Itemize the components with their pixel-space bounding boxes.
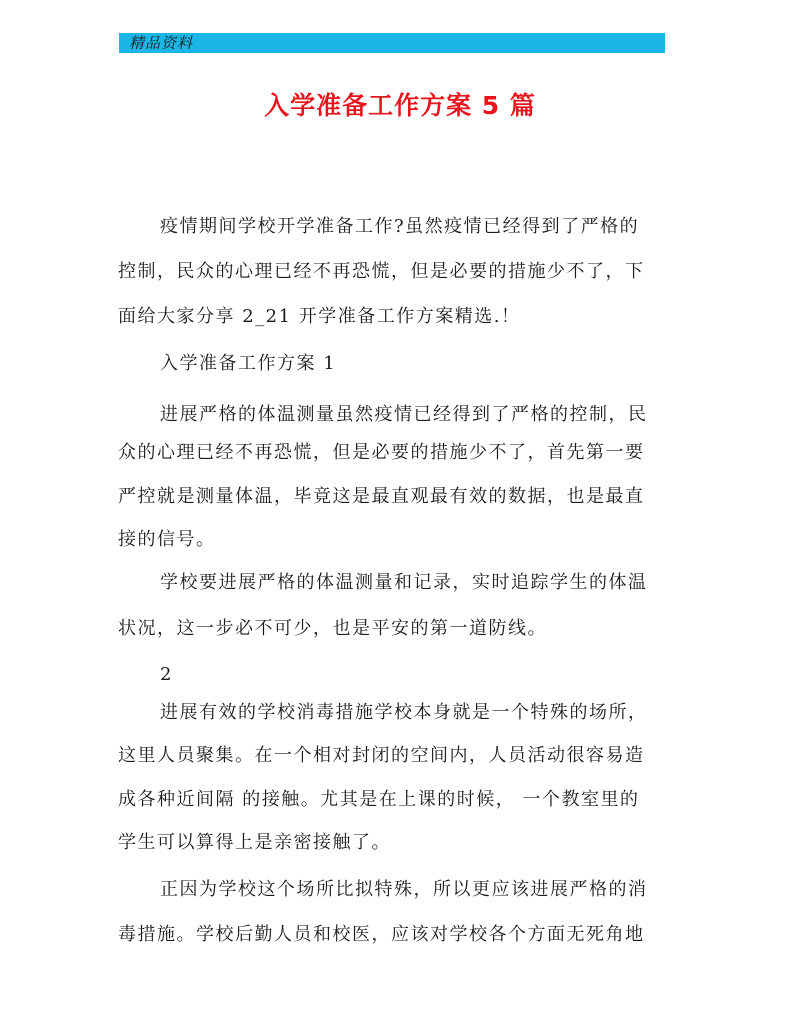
paragraph-line: 严控就是测量体温，毕竟这是最直观最有效的数据，也是最直 [118,486,645,507]
paragraph-line: 学校要进展严格的体温测量和记录，实时追踪学生的体温 [160,572,648,593]
section-heading: 2 [160,664,173,685]
paragraph-line: 学生可以算得上是亲密接触了。 [118,832,391,853]
paragraph-line: 疫情期间学校开学准备工作?虽然疫情已经得到了严格的 [160,216,640,237]
header-banner [119,33,665,53]
paragraph-line: 进展严格的体温测量虽然疫情已经得到了严格的控制，民 [160,404,648,425]
paragraph-line: 毒措施。学校后勤人员和校医，应该对学校各个方面无死角地 [118,924,645,945]
section-heading: 入学准备工作方案 1 [160,353,337,374]
header-label: 精品资料 [129,34,194,52]
document-title: 入学准备工作方案 5 篇 [264,91,536,120]
paragraph-line: 面给大家分享 2_21 开学准备工作方案精选.！ [118,306,521,327]
paragraph-line: 这里人员聚集。在一个相对封闭的空间内，人员活动很容易造 [118,745,645,766]
paragraph-line: 控制，民众的心理已经不再恐慌，但是必要的措施少不了，下 [118,261,645,282]
paragraph-line: 进展有效的学校消毒措施学校本身就是一个特殊的场所， [160,702,648,723]
paragraph-line: 状况，这一步必不可少，也是平安的第一道防线。 [118,618,547,639]
paragraph-line: 正因为学校这个场所比拟特殊，所以更应该进展严格的消 [160,879,648,900]
paragraph-line: 众的心理已经不再恐慌，但是必要的措施少不了，首先第一要 [118,442,645,463]
paragraph-line: 接的信号。 [118,529,216,550]
paragraph-line: 成各种近间隔 的接触。尤其是在上课的时候， 一个教室里的 [118,789,640,810]
